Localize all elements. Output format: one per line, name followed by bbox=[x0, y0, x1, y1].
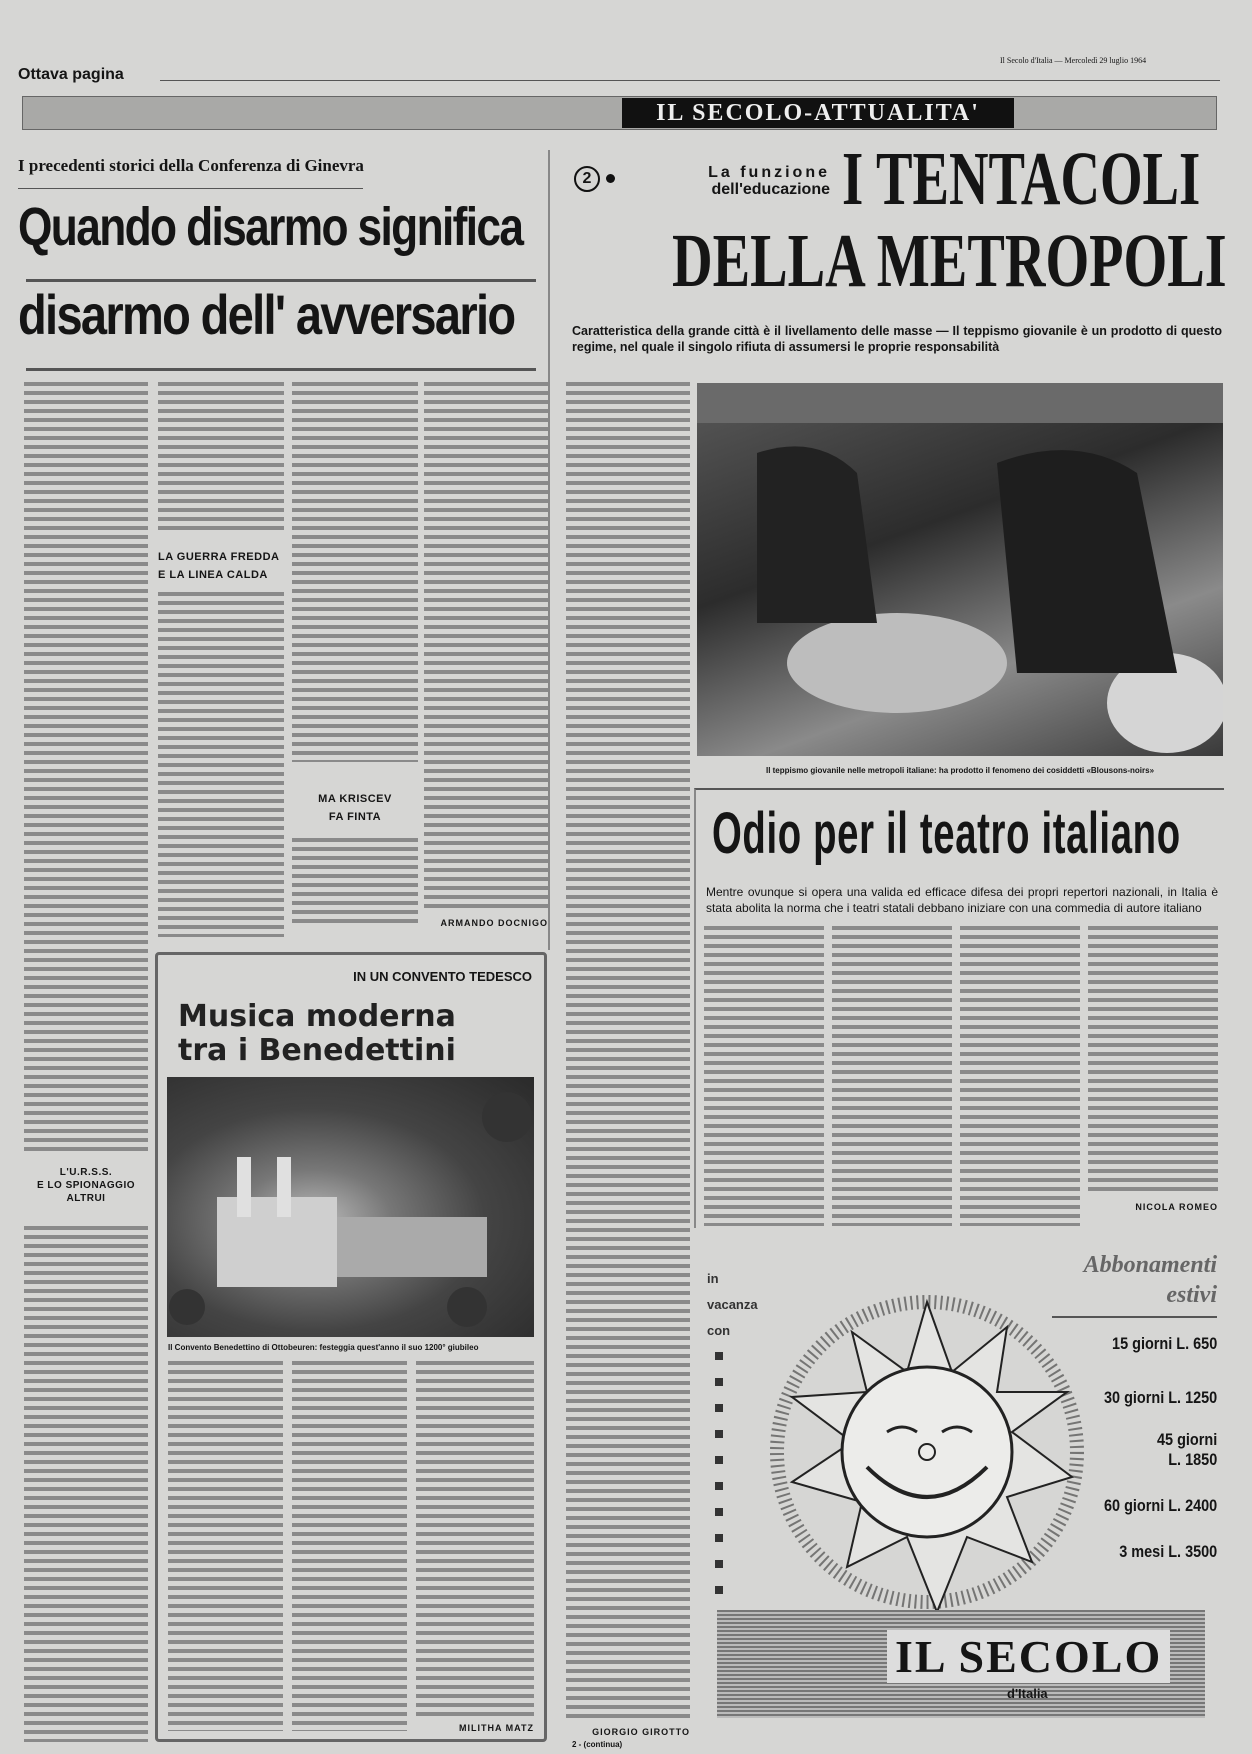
body-column bbox=[1088, 926, 1218, 1196]
price-item: 15 giorni L. 650 bbox=[1111, 1334, 1217, 1353]
ad-title-line: Abbonamenti bbox=[1083, 1252, 1217, 1278]
youth-scooter-photo bbox=[697, 383, 1223, 756]
convent-aerial-photo bbox=[167, 1077, 534, 1337]
dotted-leader bbox=[715, 1352, 723, 1602]
side-text-line: con bbox=[707, 1323, 731, 1338]
byline: ARMANDO DOCNIGO bbox=[440, 918, 548, 928]
series-number: 2 bbox=[574, 166, 600, 192]
music-kicker: IN UN CONVENTO TEDESCO bbox=[353, 969, 532, 984]
byline: MILITHA MATZ bbox=[459, 1723, 534, 1733]
byline: NICOLA ROMEO bbox=[1135, 1202, 1218, 1212]
body-column bbox=[424, 382, 548, 912]
subscription-ad bbox=[697, 1242, 1223, 1750]
subhead bbox=[158, 548, 284, 584]
series-label-line: dell'educazione bbox=[711, 181, 830, 198]
body-column bbox=[416, 1361, 534, 1716]
subhead-line: E LA LINEA CALDA bbox=[158, 569, 268, 581]
subhead bbox=[292, 790, 418, 826]
section-banner bbox=[22, 96, 1217, 130]
rule bbox=[26, 368, 536, 371]
series-label-line: La funzione bbox=[708, 164, 830, 181]
header-rule bbox=[160, 80, 1220, 81]
music-headline-1: Musica moderna bbox=[178, 999, 456, 1034]
dateline: Il Secolo d'Italia — Mercoledì 29 luglio 1964 bbox=[1000, 56, 1147, 65]
body-column bbox=[292, 838, 418, 928]
logo-band bbox=[717, 1610, 1205, 1718]
scooter-illustration bbox=[697, 383, 1223, 756]
subhead bbox=[24, 1166, 148, 1205]
metro-summary: Caratteristica della grande città è il livellamento delle masse — Il teppismo giovanile è un prodotto di questo regime, nel quale il singolo rifiuta di assumersi le proprie responsabilità bbox=[572, 324, 1222, 354]
body-column bbox=[292, 1361, 407, 1731]
body-column bbox=[158, 592, 284, 937]
series-label bbox=[620, 164, 830, 198]
ad-title bbox=[1084, 1250, 1217, 1310]
rule bbox=[18, 188, 363, 189]
smiling-sun-illustration bbox=[767, 1282, 1087, 1622]
bullet-icon bbox=[606, 174, 615, 183]
theatre-summary: Mentre ovunque si opera una valida ed efficace difesa dei propri repertori nazionali, in Italia è stata abolita la norma che i teatri statali debbano iniziare con una commedia di autore italiano bbox=[706, 885, 1218, 915]
rule bbox=[1052, 1316, 1217, 1318]
price-list bbox=[1104, 1334, 1217, 1562]
left-kicker: I precedenti storici della Conferenza di Ginevra bbox=[18, 156, 364, 175]
ad-title-line: estivi bbox=[1166, 1282, 1217, 1308]
price-item: L. 1850 bbox=[1167, 1450, 1217, 1469]
metro-headline-1: I TENTACOLI bbox=[842, 137, 1201, 221]
body-column bbox=[158, 382, 284, 532]
subhead-line: MA KRISCEV bbox=[318, 793, 392, 805]
continued-note: 2 - (continua) bbox=[572, 1740, 623, 1749]
subhead-line: E LO SPIONAGGIO ALTRUI bbox=[36, 1180, 136, 1204]
byline: GIORGIO GIROTTO bbox=[592, 1727, 690, 1737]
music-headline-2: tra i Benedettini bbox=[178, 1033, 456, 1068]
metro-headline-2: DELLA METROPOLI bbox=[672, 219, 1227, 303]
body-column bbox=[960, 926, 1080, 1226]
convent-illustration bbox=[167, 1077, 534, 1337]
banner-title: IL SECOLO-ATTUALITA' bbox=[622, 98, 1014, 128]
ad-side-text bbox=[707, 1266, 758, 1344]
column-divider bbox=[548, 150, 550, 950]
body-column bbox=[832, 926, 952, 1226]
newspaper-logo: IL SECOLO bbox=[887, 1630, 1170, 1683]
theatre-headline: Odio per il teatro italiano bbox=[712, 801, 1181, 866]
price-item: 60 giorni L. 2400 bbox=[1103, 1496, 1217, 1515]
subhead-line: FA FINTA bbox=[328, 811, 382, 823]
side-text-line: in bbox=[707, 1271, 719, 1286]
body-column bbox=[24, 382, 148, 1152]
body-column bbox=[24, 1226, 148, 1742]
price-item: 30 giorni L. 1250 bbox=[1103, 1388, 1217, 1407]
subhead-line: L'U.R.S.S. bbox=[59, 1167, 113, 1178]
body-column bbox=[292, 382, 418, 762]
subhead-line: LA GUERRA FREDDA bbox=[158, 551, 280, 563]
left-headline-2: disarmo dell' avversario bbox=[18, 283, 515, 346]
section-label: Ottava pagina bbox=[18, 66, 124, 83]
body-column bbox=[566, 382, 690, 1722]
theatre-article-box bbox=[694, 788, 1224, 1228]
side-text-line: vacanza bbox=[707, 1297, 758, 1312]
newspaper-logo-sub: d'Italia bbox=[1007, 1686, 1048, 1701]
music-article-box bbox=[155, 952, 547, 1742]
photo-caption: Il teppismo giovanile nelle metropoli italiane: ha prodotto il fenomeno dei cosiddetti «Blousons-noirs» bbox=[765, 766, 1155, 775]
price-item: 45 giorni bbox=[1156, 1430, 1217, 1449]
body-column bbox=[704, 926, 824, 1226]
left-headline-1: Quando disarmo significa bbox=[18, 197, 523, 257]
body-column bbox=[168, 1361, 283, 1731]
photo-caption: Il Convento Benedettino di Ottobeuren: festeggia quest'anno il suo 1200° giubileo bbox=[168, 1343, 479, 1352]
price-item: 3 mesi L. 3500 bbox=[1118, 1542, 1217, 1561]
